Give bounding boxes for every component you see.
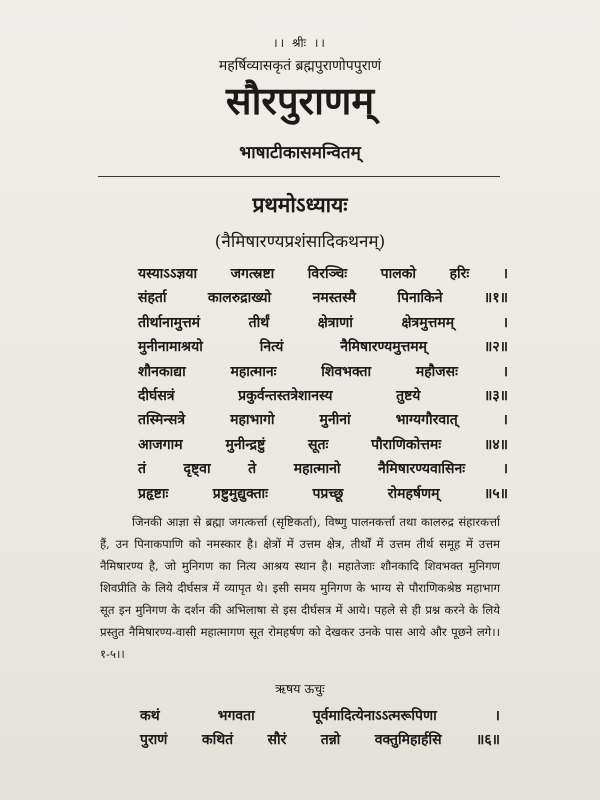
verse-line: तीर्थानामुत्तमं तीर्थं क्षेत्राणां क्षेत्रमुत्तमम् । <box>138 314 508 331</box>
verse-line: मुनीनामाश्रयो नित्यं नैमिषारण्यमुत्तमम् ॥२॥ <box>138 339 508 356</box>
verse-line: यस्याऽऽज्ञया जगत्स्रष्टा विरञ्चिः पालको हरिः । <box>138 266 508 282</box>
speaker-label: ऋषय ऊचुः <box>275 681 325 696</box>
commentary-paragraph: जिनकी आज्ञा से ब्रह्मा जगत्कर्त्ता (सृष्टिकर्ता), विष्णु पालनकर्त्ता तथा कालरुद्र संहारकर्त्ता हैं, उन पिनाकपाणि को नमस्कार है। क्षेत्रों में उत्तम क्षेत्र, तीर्थों में उत्तम तीर्थ समूह में उत्तम नैमिषारण्य है, जो मुनिगण का नित्य आश्रय स्थान है। महातेजाः शौनकादि शिवभक्त मुनिगण शिवप्रीति के लिये दीर्घसत्र में व्यापृत थे। इसी समय मुनिगण के भाग्य से पौराणिकश्रेष्ठ महाभाग सूत इन मुनिगण के दर्शन की अभिलाषा से इस दीर्घसत्र में आये। पहले से ही प्रश्न करने के लिये प्रस्तुत नैमिषारण्य-वासी महात्मागण सूत रोमहर्षण को देखकर उनके पास आये और पूछने लगे।।१-५।। <box>100 515 500 661</box>
verse-line: शौनकाद्या महात्मानः शिवभक्ता महौजसः । <box>138 363 508 380</box>
verse-line: आजगाम मुनीन्द्रष्टुं सूतः पौराणिकोत्तमः ॥४॥ <box>138 436 508 453</box>
attribution-line: महर्षिव्यासकृतं ब्रह्मपुराणोपपुराणं <box>218 58 382 74</box>
verse-line: संहर्ता कालरुद्राख्यो नमस्तस्मै पिनाकिने ॥१॥ <box>138 290 508 307</box>
chapter-subheading: (नैमिषारण्यप्रशंसादिकथनम्) <box>214 232 386 252</box>
book-subtitle: भाषाटीकासमन्वितम् <box>239 143 361 163</box>
verse-block <box>138 262 508 506</box>
verse-line: तं दृष्ट्वा ते महात्मानो नैमिषारण्यवासिनः । <box>138 461 508 478</box>
book-title: सौरपुराणम् <box>225 78 375 123</box>
verse-block-2 <box>140 704 500 752</box>
verse-line: पुराणं कथितं सौरं तन्नो वक्तुमिहार्हसि ॥६॥ <box>140 732 500 748</box>
commentary-block <box>100 511 500 665</box>
divider-rule <box>98 176 500 177</box>
chapter-heading: प्रथमोऽध्यायः <box>252 192 348 217</box>
verse-line: कथं भगवता पूर्वमादित्येनाऽऽत्मरूपिणा । <box>140 708 500 724</box>
verse-line: प्रहृष्टाः प्रष्टुमुद्युक्ताः पप्रच्छू रोमहर्षणम् ॥५॥ <box>138 485 508 502</box>
verse-line: दीर्घसत्रं प्रकुर्वन्तस्तत्रेशानस्य तुष्टये ॥३॥ <box>138 387 508 404</box>
verse-line: तस्मिन्सत्रे महाभागो मुनीनां भाग्यगौरवात् । <box>138 412 508 429</box>
invocation: ।। श्रीः ।। <box>273 36 327 50</box>
